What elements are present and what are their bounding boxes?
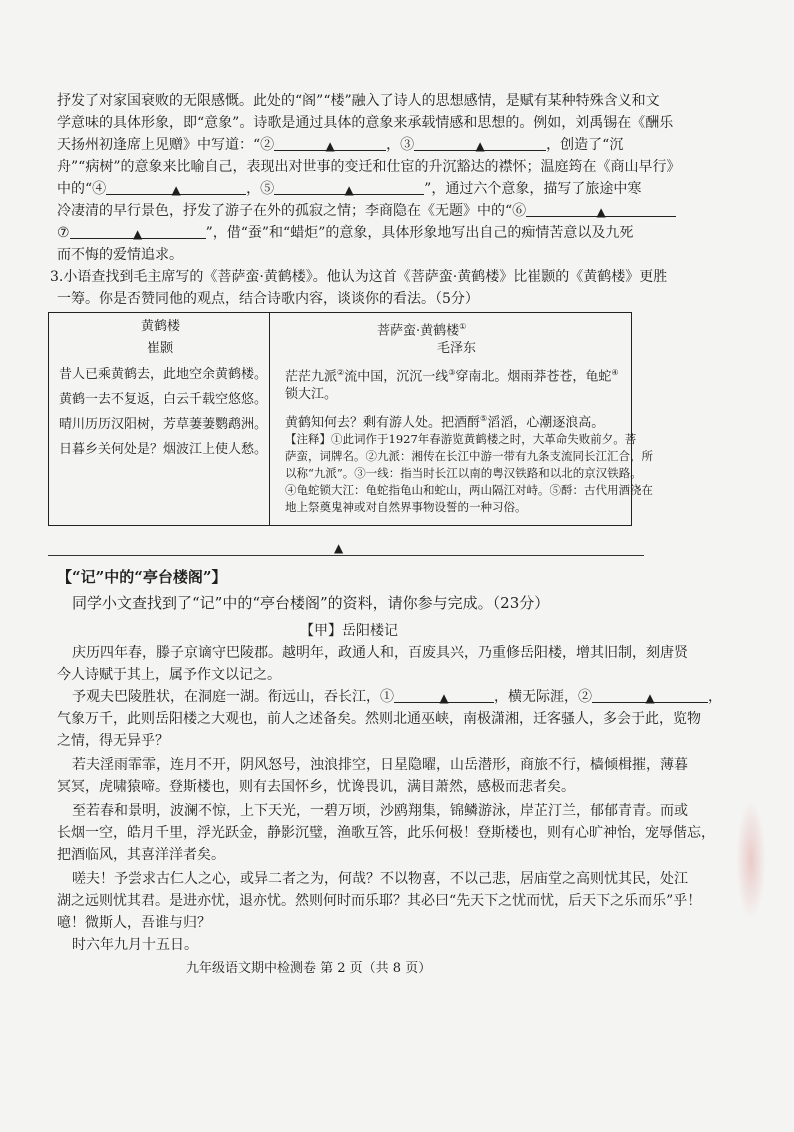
answer-line[interactable] [48,555,644,556]
poem2-line: 茫茫九派②流中国，沉沉一线③穿南北。烟雨莽苍苍，龟蛇④ [285,368,619,385]
poem2-line: 黄鹤知何去？剩有游人处。把酒酹⑤滔滔，心潮逐浪高。 [285,414,605,431]
para-line: 而不悔的爱情追求。 [57,247,183,263]
essay-line: 时六年九月十五日。 [72,937,198,953]
blank-label: ① [380,689,394,705]
poem1-line: 黄鹤一去不复返，白云千载空悠悠。 [59,392,268,407]
triangle-icon: ▲ [171,183,181,197]
triangle-icon: ▲ [344,183,354,197]
para-line: 天扬州初逢席上见赠》中写道：“② ▲ ，③ ▲ ，创造了“沉 [57,134,747,156]
poem2-author: 毛泽东 [437,341,477,356]
para-text: ，创造了“沉 [546,137,624,153]
essay-line: 今人诗赋于其上，属予作文以记之。 [57,667,281,683]
essay-line: 长烟一空，皓月千里，浮光跃金，静影沉璧，渔歌互答，此乐何极！登斯楼也，则有心旷神怡，宠辱偕忘， [57,825,715,841]
poem2-note: 萨蛮，词牌名。②九派：湘传在长江中游一带有九条支流同长江汇合，所 [285,449,653,463]
answer-blank[interactable] [274,180,424,195]
poem2-note: 以称“九派”。③一线：指当时长江以南的粤汉铁路和以北的京汉铁路。 [285,466,642,480]
para-line: 舟”“病树”的意象来比喻自己，表现出对世事的变迁和仕宦的升沉豁达的襟怀；温庭筠在《商山早行》 [57,159,681,175]
essay-line: 气象万千，此则岳阳楼之大观也，前人之述备矣。然则北通巫峡，南极潇湘，迁客骚人，多会于此，览物 [57,711,701,727]
essay-line: 嗟夫！予尝求古仁人之心，或异二者之为，何哉？不以物喜，不以己悲，居庙堂之高则忧其民，处江 [72,871,688,887]
section-title: 【“记”中的“亭台楼阁”】 [57,568,227,586]
text-title: 【甲】岳阳楼记 [300,623,398,639]
blank-label: ⑤ [260,181,275,197]
question-3-line: 3.小语查找到毛主席写的《菩萨蛮·黄鹤楼》。他认为这首《菩萨蛮·黄鹤楼》比崔颢的《黄鹤楼》更胜 [50,269,668,285]
essay-line: 冥冥，虎啸猿啼。登斯楼也，则有去国怀乡，忧谗畏讥，满目萧然，感极而悲者矣。 [57,779,575,795]
para-line [57,200,747,222]
para-text: 中的“ [57,181,93,197]
poem2-title: 菩萨蛮·黄鹤楼① [377,322,467,339]
blank-label: ⑦ [57,225,70,241]
section-instruction: 同学小文查找到了“记”中的“亭台楼阁”的资料，请你参与完成。（23分） [72,594,550,612]
essay-line: 庆历四年春，滕子京谪守巴陵郡。越明年，政通人和，百废具兴，乃重修岳阳楼，增其旧制，刻唐贤 [72,645,688,661]
para-text: 天扬州初逢席上见赠》中写道：“ [57,137,261,153]
answer-blank[interactable] [414,136,546,151]
para-line: 抒发了对家国衰败的无限感慨。此处的“阁”“楼”融入了诗人的思想感情，是赋有某种特殊含义和文 [57,93,660,109]
scan-stain [736,800,766,920]
blank-label: ② [260,137,275,153]
poem1-author: 崔颢 [147,341,174,356]
para-line: 中的“④ ▲ ，⑤ ▲ ”，通过六个意象，描写了旅途中寒 [57,178,747,200]
triangle-icon: ▲ [596,205,606,219]
essay-line: 把酒临风，其喜洋洋者矣。 [57,847,225,863]
blank-label: ③ [400,137,415,153]
triangle-icon: ▲ [325,139,335,153]
blank-label: ⑥ [512,203,527,219]
triangle-icon: ▲ [439,691,449,705]
blank-label: ② [578,689,592,705]
triangle-icon: ▲ [132,227,143,241]
para-text: 冷凄清的早行景色，抒发了游子在外的孤寂之情；李商隐在《无题》中的“ [57,203,513,219]
question-3-line: 一筹。你是否赞同他的观点，结合诗歌内容，谈谈你的看法。（5分） [57,291,479,307]
poem-table [48,312,653,526]
poem2-note: 【注释】①此词作于1927年春游览黄鹤楼之时，大革命失败前夕。菩 [285,432,637,446]
essay-line: 噫！微斯人，吾谁与归？ [57,915,211,931]
poem1-line: 日暮乡关何处是？烟波江上使人愁。 [59,442,268,457]
para-text: ”，借“蚕”和“蜡炬”的意象，具体形象地写出自己的痴情苦意以及九死 [205,225,634,241]
answer-blank[interactable] [106,180,246,195]
poem2-note: ④龟蛇锁大江：龟蛇指龟山和蛇山，两山隔江对峙。⑤酹：古代用酒浇在 [285,483,653,497]
poem2-note: 地上祭奠鬼神或对自然界事物设誓的一种习俗。 [285,500,527,514]
essay-line: 之情，得无异乎？ [57,733,169,749]
poem1-line: 昔人已乘黄鹤去，此地空余黄鹤楼。 [59,367,268,382]
answer-blank[interactable] [394,688,494,703]
para-line: 学意味的具体形象，即“意象”。诗歌是通过具体的意象来承载情感和思想的。例如，刘禹锡在《酬乐 [57,115,674,131]
poem1-line: 晴川历历汉阳树，芳草萋萋鹦鹉洲。 [59,417,268,432]
para-text: ”，通过六个意象，描写了旅途中寒 [424,181,642,197]
essay-line: 至若春和景明，波澜不惊，上下天光，一碧万顷，沙鸥翔集，锦鳞游泳，岸芷汀兰，郁郁青青。而或 [72,803,688,819]
answer-blank[interactable] [274,136,386,151]
answer-blank[interactable] [592,688,708,703]
para-line [57,222,747,244]
page-footer: 九年级语文期中检测卷 第 2 页（共 8 页） [186,961,432,976]
triangle-icon: ▲ [475,139,485,153]
essay-line: 若夫淫雨霏霏，连月不开，阴风怒号，浊浪排空，日星隐曜，山岳潜形，商旅不行，樯倾楫摧，薄暮 [72,757,688,773]
answer-blank[interactable] [526,202,676,217]
blank-label: ④ [92,181,107,197]
answer-blank[interactable] [70,224,206,239]
poem1-title: 黄鹤楼 [141,319,181,334]
triangle-icon: ▲ [645,691,655,705]
poem2-line: 锁大江。 [285,387,338,402]
essay-line: 湖之远则忧其君。是进亦忧，退亦忧。然则何时而乐耶？其必曰“先天下之忧而忧，后天下之乐而乐”乎！ [57,893,702,909]
essay-line: 予观夫巴陵胜状，在洞庭一湖。衔远山，吞长江，① ▲ ，横无际涯，② ▲ ， [72,686,744,708]
table-divider [269,313,270,525]
triangle-icon: ▲ [334,541,344,555]
